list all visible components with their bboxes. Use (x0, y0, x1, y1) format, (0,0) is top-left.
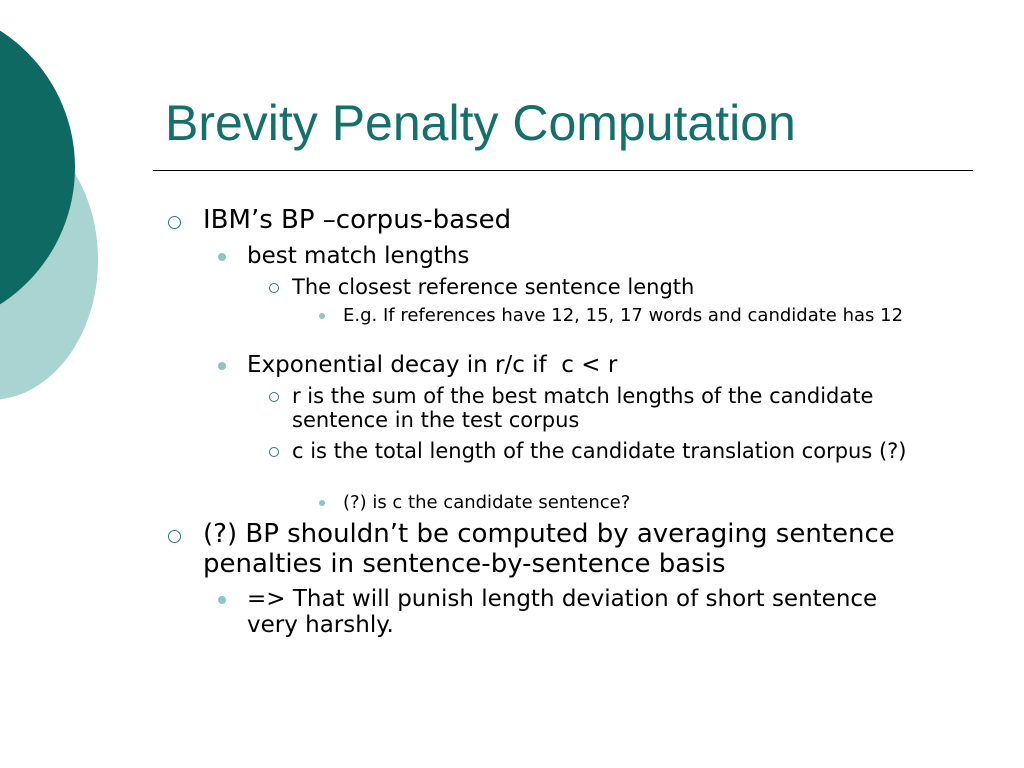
title-divider (153, 170, 973, 171)
bullet-level3-r-definition (292, 384, 892, 432)
dot-bullet-icon (218, 253, 226, 261)
bullet-level4-example (343, 306, 953, 327)
dot-bullet-icon (319, 313, 325, 319)
dot-bullet-icon (218, 362, 226, 370)
ring-bullet-icon (168, 530, 181, 543)
slide-title: Brevity Penalty Computation (165, 95, 796, 151)
bullet-text: r is the sum of the best match lengths of the candidate sentence in the test corpus (292, 384, 874, 433)
bullet-text: E.g. If references have 12, 15, 17 words and candidate has 12 (343, 305, 904, 326)
bullet-text: IBM’s BP –corpus-based (203, 205, 512, 235)
dot-bullet-icon (218, 596, 226, 604)
bullet-level4-question (343, 493, 953, 514)
bullet-text: best match lengths (247, 243, 470, 269)
ring-bullet-icon (168, 216, 181, 229)
bullet-level2-punish (247, 586, 897, 639)
bullet-text: Exponential decay in r/c if c < r (247, 352, 618, 378)
bullet-text: (?) BP shouldn’t be computed by averaging sentence penalties in sentence-by-sentence basis (203, 519, 895, 579)
ring-bullet-icon (269, 447, 279, 457)
bullet-level2-exponential-decay (247, 352, 967, 378)
bullet-level2-best-match (247, 243, 967, 269)
ring-bullet-icon (269, 392, 279, 402)
dot-bullet-icon (319, 500, 325, 506)
bullet-level3-c-definition (292, 439, 932, 463)
bullet-text: (?) is c the candidate sentence? (343, 492, 631, 513)
ring-bullet-icon (269, 283, 279, 293)
bullet-text: The closest reference sentence length (292, 275, 695, 299)
bullet-level1-ibm-bp (203, 206, 983, 236)
bullet-level3-closest-reference (292, 275, 952, 299)
bullet-level1-averaging (203, 520, 973, 580)
bullet-text: c is the total length of the candidate translation corpus (?) (292, 439, 907, 463)
bullet-text: => That will punish length deviation of short sentence very harshly. (247, 586, 878, 639)
